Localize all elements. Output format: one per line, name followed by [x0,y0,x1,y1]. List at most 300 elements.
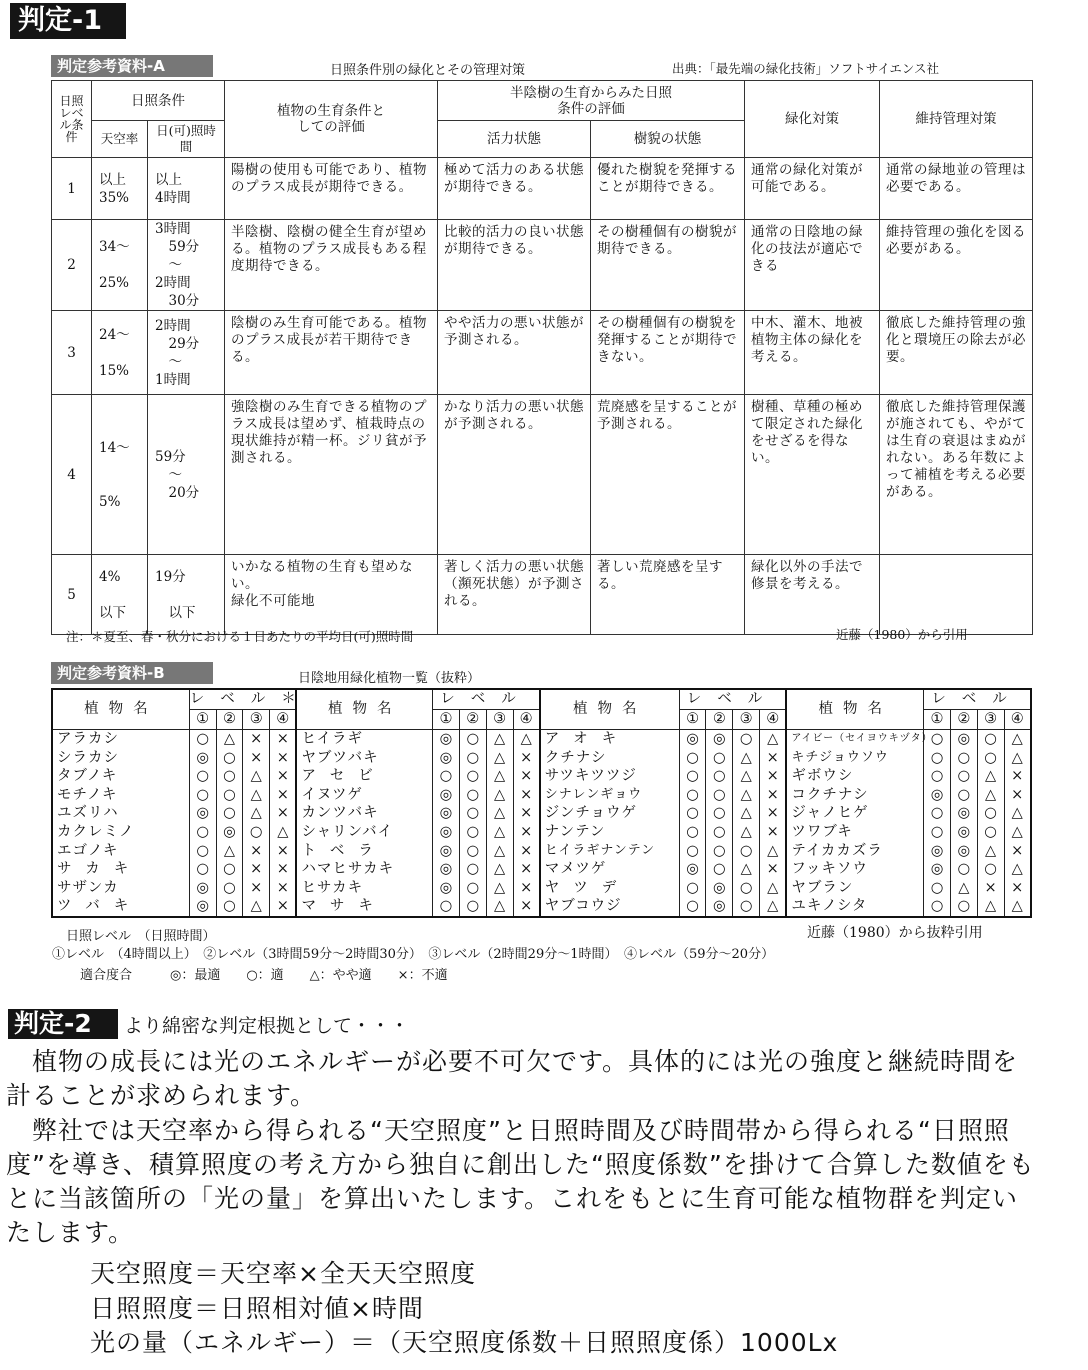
vigor-cell: 比較的活力の良い状態が期待できる。 [438,220,591,311]
formula-light-quantity: 光の量（エネルギー）＝（天空照度係数＋日照照度係）1000Lx [90,1328,839,1357]
fit-legend: ◎：最適 ○：適 △：やや適 ×：不適 [170,968,448,983]
fitness-mark: ○ [459,879,486,898]
level-number-header: ③ [243,710,270,730]
plant-name: アイビー（セイヨウキヅタ） [786,730,923,749]
level-number-header: ① [924,710,951,730]
header-maintenance: 維持管理対策 [880,81,1033,158]
fitness-mark: × [513,860,540,879]
table-a-note: 注：＊夏至、春・秋分における１日あたりの平均日(可)照時間 [66,629,414,644]
fitness-mark: ○ [706,786,733,805]
fitness-mark: ◎ [189,897,216,917]
plant-name-header: 植物名 [296,689,432,730]
fitness-mark: ◎ [433,804,460,823]
fitness-mark: △ [243,897,270,917]
fitness-mark: △ [733,823,760,842]
shape-cell: 荒廃感を呈することが予測される。 [591,395,745,555]
fitness-mark: △ [977,897,1004,917]
fitness-mark: × [243,860,270,879]
fitness-mark: ◎ [706,730,733,749]
plant-row [52,860,1031,879]
fitness-mark: ○ [679,842,706,861]
fitness-mark: ○ [924,730,951,749]
fitness-mark: ○ [679,767,706,786]
fitness-mark: × [513,823,540,842]
fitness-mark: ○ [706,823,733,842]
plant-name: アラカシ [52,730,189,749]
maintenance-cell: 徹底した維持管理の強化と環境圧の除去が必要。 [880,311,1033,395]
fitness-mark: ○ [216,749,243,768]
fitness-mark: ◎ [924,786,951,805]
header-greening: 緑化対策 [745,81,880,158]
maintenance-cell [880,555,1033,635]
fitness-mark: ◎ [950,730,977,749]
fitness-mark: △ [760,842,787,861]
fitness-mark: × [243,749,270,768]
fitness-mark: △ [486,767,513,786]
fitness-mark: ○ [189,860,216,879]
fitness-mark: × [243,730,270,749]
vigor-cell: 極めて活力のある状態が期待できる。 [438,158,591,220]
growth-cell: いかなる植物の生育も望めない。 緑化不可能地 [225,555,438,635]
plant-name: イヌツゲ [296,786,432,805]
ref-b-title: 日陰地用緑化植物一覧（抜粋） [298,671,481,686]
level-number-header: ② [706,710,733,730]
fitness-mark: ◎ [679,730,706,749]
fitness-mark: △ [243,767,270,786]
fitness-mark: ○ [216,786,243,805]
fitness-mark: ○ [679,804,706,823]
fitness-mark: ◎ [189,804,216,823]
plant-name: シャリンバイ [296,823,432,842]
fitness-mark: ◎ [433,842,460,861]
fitness-mark: ○ [733,730,760,749]
fitness-mark: ○ [189,730,216,749]
fitness-mark: × [1004,842,1031,861]
fitness-mark: △ [1004,897,1031,917]
level-number-header: ③ [486,710,513,730]
plant-name: ヒイラギ [296,730,432,749]
plant-name: サツキツツジ [540,767,679,786]
plant-name: クチナシ [540,749,679,768]
fitness-mark: ○ [459,897,486,917]
fitness-mark: △ [216,842,243,861]
maintenance-cell: 通常の緑地並の管理は必要である。 [880,158,1033,220]
table-b-citation: 近藤（1980）から抜粋引用 [807,925,983,941]
level-number-header: ④ [513,710,540,730]
fitness-mark: × [513,842,540,861]
plant-name: ヤブツバキ [296,749,432,768]
fitness-mark: ○ [189,767,216,786]
fitness-mark: △ [486,823,513,842]
fitness-mark: ○ [924,897,951,917]
level-number-header: ① [189,710,216,730]
fitness-mark: ○ [216,860,243,879]
header-sky-ratio: 天空率 [92,121,148,158]
source-citation: 出典：「最先端の緑化技術」ソフトサイエンス社 [672,61,940,76]
level-number-header: ③ [733,710,760,730]
maintenance-cell: 徹底した維持管理保護が施されても、やがては生育の衰退はまぬがれない。ある年数によって補植を考える必要がある。 [880,395,1033,555]
table-a-row [52,158,1033,220]
header-sun-hours: 日(可)照時間 [148,121,225,158]
ref-a-label: 判定参考資料-A [51,55,213,77]
plant-name: サカキ [52,860,189,879]
fitness-mark: △ [216,730,243,749]
plant-row [52,767,1031,786]
fitness-mark: ○ [706,767,733,786]
fitness-mark: ○ [924,804,951,823]
fitness-mark: ◎ [216,823,243,842]
fitness-mark: × [760,804,787,823]
fitness-mark: △ [486,842,513,861]
plant-name: ユキノシタ [786,897,923,917]
fitness-mark: △ [950,879,977,898]
plant-name: モチノキ [52,786,189,805]
fitness-mark: × [270,860,297,879]
fitness-mark: ◎ [924,842,951,861]
fitness-mark: △ [243,804,270,823]
fitness-mark: ◎ [433,823,460,842]
fitness-mark: ○ [924,749,951,768]
fitness-mark: × [1004,767,1031,786]
plant-name: ジンチョウゲ [540,804,679,823]
fitness-mark: ○ [950,897,977,917]
greening-cell: 通常の緑化対策が可能である。 [745,158,880,220]
plant-name: キチジョウソウ [786,749,923,768]
fitness-mark: △ [243,786,270,805]
fitness-mark: ○ [706,842,733,861]
fitness-mark: ◎ [950,823,977,842]
fitness-mark: ◎ [950,842,977,861]
fitness-mark: × [513,879,540,898]
fitness-mark: × [270,767,297,786]
plant-name: コクチナシ [786,786,923,805]
table-a-row [52,220,1033,311]
plant-name: トベラ [296,842,432,861]
fitness-mark: ○ [679,823,706,842]
fitness-mark: △ [733,786,760,805]
fitness-mark: △ [486,786,513,805]
plant-name: ギボウシ [786,767,923,786]
fitness-mark: × [513,767,540,786]
plant-name: カンツバキ [296,804,432,823]
fitness-mark: ○ [977,730,1004,749]
fitness-mark: ◎ [706,879,733,898]
growth-cell: 半陰樹、陰樹の健全生育が望める。植物のプラス成長もある程度期待できる。 [225,220,438,311]
fitness-mark: ○ [977,823,1004,842]
level-cell: 5 [52,555,92,635]
fitness-mark: △ [977,842,1004,861]
vigor-cell: 著しく活力の悪い状態（瀕死状態）が予測される。 [438,555,591,635]
fitness-mark: ○ [459,786,486,805]
level-number-header: ④ [270,710,297,730]
fitness-mark: △ [486,860,513,879]
sky-ratio-cell: 以上 35% [92,158,148,220]
fitness-mark: × [513,786,540,805]
formula-sun-illuminance: 日照照度＝日照相対値×時間 [90,1294,424,1323]
plant-name: サザンカ [52,879,189,898]
level-number-header: ① [679,710,706,730]
fitness-mark: △ [486,879,513,898]
level-number-header: ③ [977,710,1004,730]
plant-name: ジャノヒゲ [786,804,923,823]
sky-ratio-cell: 14～ 5% [92,395,148,555]
plant-name: ユズリハ [52,804,189,823]
fitness-mark: ◎ [433,860,460,879]
table-a-row [52,311,1033,395]
fitness-mark: ◎ [433,786,460,805]
fitness-mark: ○ [924,879,951,898]
fitness-mark: △ [760,879,787,898]
vigor-cell: やや活力の悪い状態が予測される。 [438,311,591,395]
fitness-mark: △ [270,823,297,842]
paragraph-2: 弊社では天空率から得られる“天空照度”と日照時間及び時間帯から得られる“日照照度”を導き、積算照度の考え方から独自に創出した“照度係数”を掛けて合算した数値をもとに当該箇所の「光の量」を算出いたします。これをもとに生育可能な植物群を判定いたします。 [6,1116,1035,1247]
fitness-mark: ○ [216,879,243,898]
fitness-mark: ○ [950,786,977,805]
fitness-mark: × [760,767,787,786]
shade-plant-table [51,688,1032,918]
header-sun-condition: 日照条件 [92,81,225,121]
fitness-mark: △ [733,804,760,823]
fitness-mark: △ [760,897,787,917]
fitness-mark: ○ [924,767,951,786]
fitness-mark: ○ [433,897,460,917]
sun-hours-cell: 19分 以下 [148,555,225,635]
section2-subtitle: より綿密な判定根拠として・・・ [124,1015,410,1037]
plant-name-header: 植物名 [786,689,923,730]
fitness-mark: ◎ [706,897,733,917]
fitness-mark: ○ [733,842,760,861]
table-a-row [52,555,1033,635]
level-cell: 2 [52,220,92,311]
plant-name: アオキ [540,730,679,749]
fitness-mark: ○ [679,749,706,768]
fitness-mark: △ [977,786,1004,805]
shape-cell: その樹種個有の樹貌が期待できる。 [591,220,745,311]
fitness-mark: × [760,823,787,842]
fitness-mark: × [270,842,297,861]
fitness-mark: ○ [924,823,951,842]
fitness-mark: △ [486,804,513,823]
fitness-mark: ◎ [189,879,216,898]
fitness-mark: ◎ [433,879,460,898]
fitness-mark: ○ [433,767,460,786]
vigor-cell: かなり活力の悪い状態が予測される。 [438,395,591,555]
fitness-mark: ○ [189,823,216,842]
plant-name: ヒサカキ [296,879,432,898]
fitness-mark: × [270,879,297,898]
level-number-header: ① [433,710,460,730]
plant-name: シナレンギョウ [540,786,679,805]
fitness-mark: ○ [733,879,760,898]
fitness-mark: △ [733,767,760,786]
plant-name: ヒイラギナンテン [540,842,679,861]
fitness-mark: △ [486,749,513,768]
fitness-mark: △ [1004,823,1031,842]
fitness-mark: ○ [459,767,486,786]
fitness-mark: × [243,879,270,898]
fitness-mark: ○ [950,767,977,786]
fitness-mark: ○ [706,749,733,768]
section2-title: 判定-2 [8,1009,118,1039]
plant-name: ツワブキ [786,823,923,842]
fitness-mark: × [513,749,540,768]
fitness-mark: ◎ [433,749,460,768]
fitness-mark: △ [1004,749,1031,768]
sky-ratio-cell: 24～ 15% [92,311,148,395]
fitness-mark: ○ [950,749,977,768]
fitness-mark: × [760,786,787,805]
plant-name: タブノキ [52,767,189,786]
level-number-header: ② [950,710,977,730]
shape-cell: 優れた樹貌を発揮することが期待できる。 [591,158,745,220]
fitness-mark: ○ [977,860,1004,879]
plant-row [52,804,1031,823]
section1-title: 判定-1 [10,3,126,39]
header-semi-shade: 半陰樹の生育からみた日照条件の評価 [438,81,745,121]
fitness-mark: ○ [679,897,706,917]
fitness-mark: ○ [733,897,760,917]
fitness-mark: ○ [189,786,216,805]
plant-name: マサキ [296,897,432,917]
formula-sky-illuminance: 天空照度＝天空率×全天天空照度 [90,1259,476,1288]
table-a-citation: 近藤（1980）から引用 [836,627,968,642]
level-cell: 4 [52,395,92,555]
fitness-mark: × [760,749,787,768]
growth-cell: 強陰樹のみ生育できる植物のプラス成長は望めず、植栽時点の現状維持が精一杯。ジリ貧が予測される。 [225,395,438,555]
fitness-mark: ○ [977,804,1004,823]
plant-row [52,842,1031,861]
fitness-mark: × [243,842,270,861]
header-level: 日照レベル条件 [52,81,92,158]
fitness-mark: × [513,804,540,823]
growth-cell: 陽樹の使用も可能であり、植物のプラス成長が期待できる。 [225,158,438,220]
fitness-mark: ◎ [924,860,951,879]
fitness-mark: ○ [459,730,486,749]
plant-name: シラカシ [52,749,189,768]
fitness-mark: × [977,879,1004,898]
sun-hours-cell: 59分 ～ 20分 [148,395,225,555]
fitness-mark: △ [486,730,513,749]
header-vigor: 活力状態 [438,121,591,158]
fitness-mark: △ [733,860,760,879]
header-growth: 植物の生育条件としての評価 [225,81,438,158]
sky-ratio-cell: 4% 以下 [92,555,148,635]
plant-row [52,879,1031,898]
fitness-mark: △ [733,749,760,768]
sun-hours-cell: 以上 4時間 [148,158,225,220]
greening-cell: 通常の日陰地の緑化の技法が適応できる [745,220,880,311]
ref-a-title: 日照条件別の緑化とその管理対策 [330,63,526,78]
fitness-mark: ○ [459,842,486,861]
fitness-mark: △ [513,730,540,749]
sun-hours-cell: 2時間 29分 ～ 1時間 [148,311,225,395]
fitness-mark: ◎ [189,749,216,768]
fitness-mark: ○ [459,823,486,842]
level-header: レベル [679,689,786,710]
fitness-mark: △ [486,897,513,917]
plant-name: ヤブラン [786,879,923,898]
ref-b-label: 判定参考資料-B [51,662,213,684]
level-cell: 1 [52,158,92,220]
level-legend: ①レベル （4時間以上） ②レベル（3時間59分～2時間30分） ③レベル（2時間29分～1時間） ④レベル（59分～20分） [52,947,775,962]
plant-name: アセビ [296,767,432,786]
level-number-header: ② [216,710,243,730]
fitness-mark: ○ [679,786,706,805]
sun-level-caption: 日照レベル （日照時間） [66,929,216,944]
plant-name: ナンテン [540,823,679,842]
fitness-mark: × [513,897,540,917]
plant-row [52,730,1031,749]
greening-cell: 中木、灌木、地被植物主体の緑化を考える。 [745,311,880,395]
sky-ratio-cell: 34～ 25% [92,220,148,311]
plant-name: ヤブコウジ [540,897,679,917]
fitness-mark: ◎ [679,860,706,879]
plant-name: エゴノキ [52,842,189,861]
level-header: レベル [924,689,1031,710]
fitness-mark: ◎ [433,730,460,749]
fitness-mark: × [1004,786,1031,805]
level-number-header: ② [459,710,486,730]
fitness-mark: ○ [216,767,243,786]
greening-cell: 樹種、草種の極めて限定された緑化をせざるを得ない。 [745,395,880,555]
plant-name-header: 植物名 [540,689,679,730]
plant-name: ヤツデ [540,879,679,898]
sun-hours-cell: 3時間 59分 ～ 2時間 30分 [148,220,225,311]
shape-cell: その樹種個有の樹貌を発揮することが期待できない。 [591,311,745,395]
level-header: レベル＊ [189,689,296,710]
plant-name: テイカカズラ [786,842,923,861]
fitness-mark: × [1004,879,1031,898]
fitness-mark: ◎ [950,804,977,823]
table-a-row [52,395,1033,555]
fitness-mark: △ [1004,860,1031,879]
plant-name: フッキソウ [786,860,923,879]
sunlight-condition-table [51,80,1033,635]
fitness-mark: ○ [216,804,243,823]
plant-name: ツバキ [52,897,189,917]
level-number-header: ④ [760,710,787,730]
plant-row [52,823,1031,842]
fitness-mark: ○ [706,860,733,879]
maintenance-cell: 維持管理の強化を図る必要がある。 [880,220,1033,311]
paragraph-1: 植物の成長には光のエネルギーが必要不可欠です。具体的には光の強度と継続時間を計ることが求められます。 [6,1047,1019,1110]
fitness-mark: △ [1004,804,1031,823]
fitness-mark: ○ [977,749,1004,768]
shape-cell: 著しい荒廃感を呈する。 [591,555,745,635]
fitness-mark: ○ [459,749,486,768]
plant-name: ハマヒサカキ [296,860,432,879]
fitness-mark: × [270,730,297,749]
fitness-mark: ○ [459,804,486,823]
plant-name-header: 植物名 [52,689,189,730]
fitness-mark: × [270,749,297,768]
fitness-mark: ○ [243,823,270,842]
fitness-mark: △ [1004,730,1031,749]
fitness-mark: ○ [189,842,216,861]
plant-name: カクレミノ [52,823,189,842]
plant-row [52,749,1031,768]
fitness-mark: × [760,860,787,879]
fitness-mark: ○ [950,860,977,879]
fit-label: 適合度合 [80,968,133,983]
plant-name: マメツゲ [540,860,679,879]
fitness-mark: △ [760,730,787,749]
fitness-mark: × [270,804,297,823]
greening-cell: 緑化以外の手法で修景を考える。 [745,555,880,635]
level-header: レベル [433,689,540,710]
level-number-header: ④ [1004,710,1031,730]
plant-row [52,786,1031,805]
